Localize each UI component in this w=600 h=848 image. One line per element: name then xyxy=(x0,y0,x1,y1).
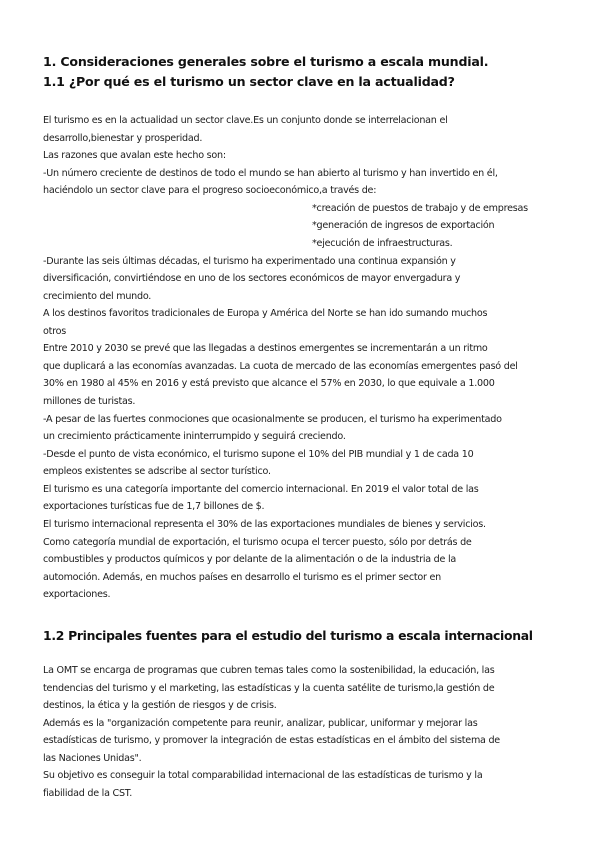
paragraph-line: un crecimiento prácticamente ininterrumpido y seguirá creciendo. xyxy=(43,431,346,442)
bullet-item: *ejecución de infraestructuras. xyxy=(312,238,453,249)
paragraph-line: combustibles y productos químicos y por delante de la alimentación o de la industria de la xyxy=(43,554,456,565)
paragraph-line: El turismo internacional representa el 30% de las exportaciones mundiales de bienes y servicios. xyxy=(43,519,486,530)
paragraph-line: El turismo es una categoría importante del comercio internacional. En 2019 el valor total de las xyxy=(43,484,479,495)
paragraph-line: exportaciones. xyxy=(43,589,111,600)
paragraph-line: otros xyxy=(43,326,66,337)
paragraph-line: -Un número creciente de destinos de todo el mundo se han abierto al turismo y han invertido en él, xyxy=(43,168,498,179)
heading-section-1-2: 1.2 Principales fuentes para el estudio del turismo a escala internacional xyxy=(43,628,533,643)
bullet-item: *creación de puestos de trabajo y de empresas xyxy=(312,203,528,214)
paragraph-line: -Durante las seis últimas décadas, el turismo ha experimentado una continua expansión y xyxy=(43,256,456,267)
paragraph-line: haciéndolo un sector clave para el progreso socioeconómico,a través de: xyxy=(43,185,377,196)
paragraph-line: millones de turistas. xyxy=(43,396,136,407)
paragraph-line: Como categoría mundial de exportación, el turismo ocupa el tercer puesto, sólo por detrás de xyxy=(43,537,472,548)
paragraph-line: las Naciones Unidas". xyxy=(43,753,142,764)
paragraph-line: Su objetivo es conseguir la total comparabilidad internacional de las estadísticas de turismo y la xyxy=(43,770,483,781)
paragraph-line: Además es la "organización competente para reunir, analizar, publicar, uniformar y mejorar las xyxy=(43,718,478,729)
paragraph-line: 30% en 1980 al 45% en 2016 y está previsto que alcance el 57% en 2030, lo que equivale a 1.000 xyxy=(43,378,495,389)
heading-section-1: 1. Consideraciones generales sobre el turismo a escala mundial. xyxy=(43,54,489,69)
paragraph-line: tendencias del turismo y el marketing, las estadísticas y la cuenta satélite de turismo,la gestión de xyxy=(43,683,495,694)
paragraph-line: -A pesar de las fuertes conmociones que ocasionalmente se producen, el turismo ha experimentado xyxy=(43,414,502,425)
paragraph-line: exportaciones turísticas fue de 1,7 billones de $. xyxy=(43,501,265,512)
paragraph-line: destinos, la ética y la gestión de riesgos y de crisis. xyxy=(43,700,277,711)
paragraph-line: -Desde el punto de vista económico, el turismo supone el 10% del PIB mundial y 1 de cada 10 xyxy=(43,449,474,460)
paragraph-line: La OMT se encarga de programas que cubren temas tales como la sostenibilidad, la educación, las xyxy=(43,665,495,676)
paragraph-line: fiabilidad de la CST. xyxy=(43,788,133,799)
paragraph-line: empleos existentes se adscribe al sector turístico. xyxy=(43,466,271,477)
heading-section-1-1: 1.1 ¿Por qué es el turismo un sector clave en la actualidad? xyxy=(43,74,455,89)
paragraph-line: diversificación, convirtiéndose en uno de los sectores económicos de mayor envergadura y xyxy=(43,273,461,284)
paragraph-line: que duplicará a las economías avanzadas. La cuota de mercado de las economías emergentes pasó del xyxy=(43,361,518,372)
paragraph-line: crecimiento del mundo. xyxy=(43,291,152,302)
paragraph-line: Entre 2010 y 2030 se prevé que las llegadas a destinos emergentes se incrementarán a un ritmo xyxy=(43,343,488,354)
paragraph-line: estadísticas de turismo, y promover la integración de estas estadísticas en el ámbito del sistema de xyxy=(43,735,500,746)
paragraph-line: Las razones que avalan este hecho son: xyxy=(43,150,226,161)
paragraph-line: desarrollo,bienestar y prosperidad. xyxy=(43,133,203,144)
paragraph-line: A los destinos favoritos tradicionales de Europa y América del Norte se han ido sumando muchos xyxy=(43,308,488,319)
paragraph-line: automoción. Además, en muchos países en desarrollo el turismo es el primer sector en xyxy=(43,572,441,583)
paragraph-line: El turismo es en la actualidad un sector clave.Es un conjunto donde se interrelacionan el xyxy=(43,115,448,126)
bullet-item: *generación de ingresos de exportación xyxy=(312,220,495,231)
